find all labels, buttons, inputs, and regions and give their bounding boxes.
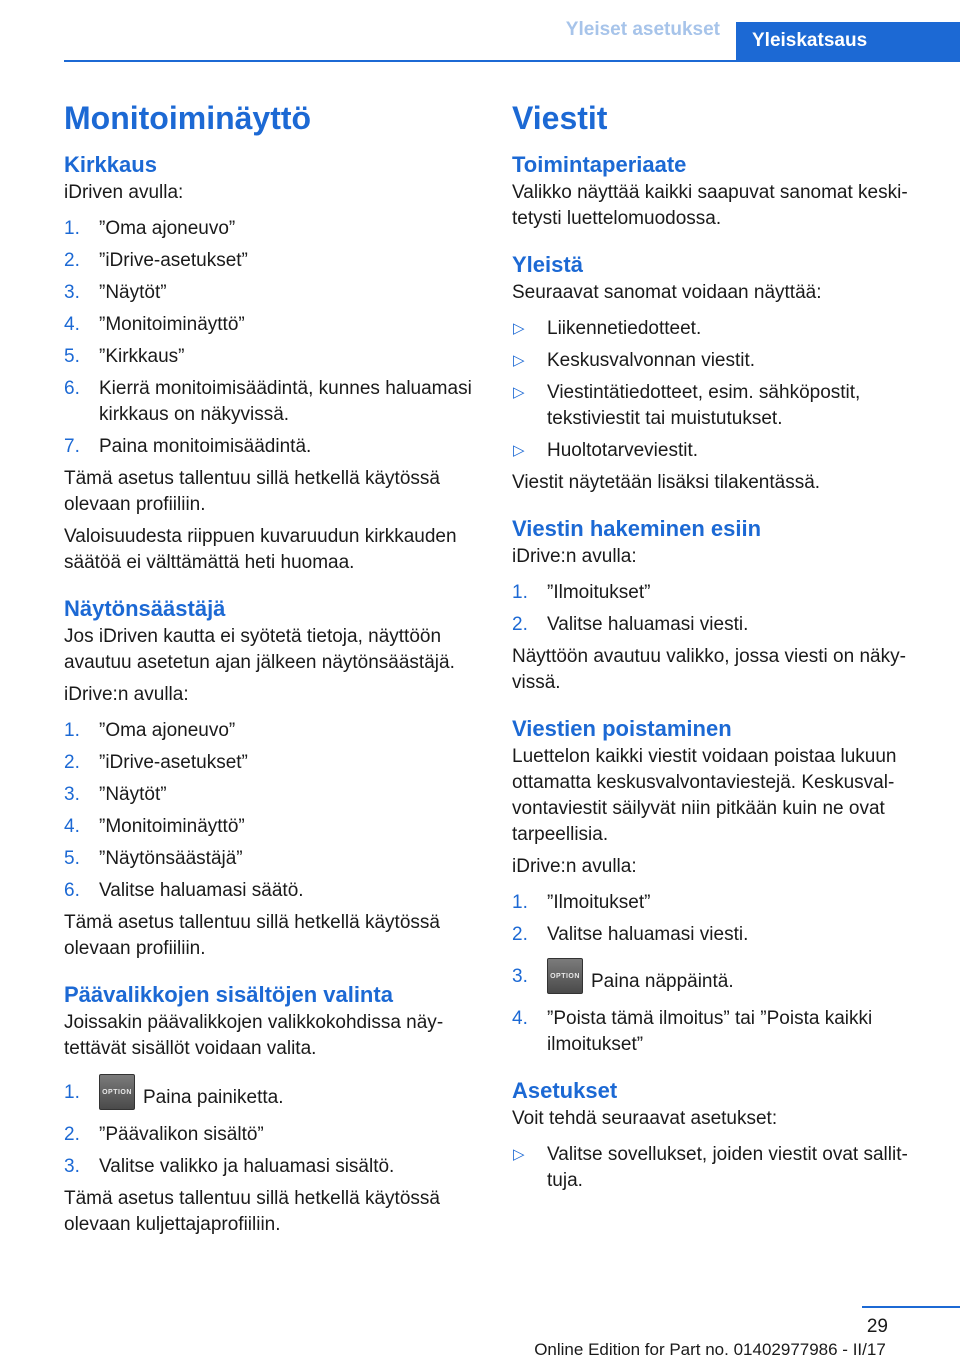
page-number: 29	[866, 1316, 888, 1337]
list-item: 3. OPTION Paina näppäintä.	[512, 964, 932, 1000]
kirkkaus-note-profile: Tämä asetus tallentuu sillä hetkellä käytössä olevaan profiiliin.	[64, 468, 440, 515]
general-note: Viestit näytetään lisäksi tilakentässä.	[512, 472, 821, 493]
list-item: 4. ”Poista tämä ilmoitus” tai ”Poista kaikki ilmoitukset”	[512, 1008, 873, 1055]
list-item: ▷ Viestintätiedotteet, esim. sähköpostit, tekstiviestit tai muistutukset.	[513, 382, 861, 429]
menu-steps	[64, 1080, 484, 1180]
list-item: ▷ Valitse sovellukset, joiden viestit ovat sallittuja.	[513, 1144, 908, 1191]
list-item: 1. ”Oma ajoneuvo”	[64, 720, 236, 741]
header-chapter-tab: Yleiskatsaus	[736, 22, 960, 60]
list-item: 1. OPTION Paina painiketta.	[64, 1080, 484, 1116]
principle-text: Valikko näyttää kaikki saapuvat sanomat keskitetysti luettelomuodossa.	[512, 182, 908, 229]
list-item: 1. ”Ilmoitukset”	[512, 892, 651, 913]
list-item: 3. ”Näytöt”	[64, 784, 167, 805]
footer-rule	[862, 1306, 960, 1308]
heading-viestien-poistaminen: Viestien poistaminen	[512, 716, 732, 741]
page-title-monitoiminaytto: Monitoiminäyttö	[64, 100, 312, 136]
list-item: 6. Valitse haluamasi säätö.	[64, 880, 304, 901]
list-item: 3. ”Näytöt”	[64, 282, 167, 303]
list-item: ▷ Huoltotarveviestit.	[513, 440, 699, 461]
list-item: 3. Valitse valikko ja haluamasi sisältö.	[64, 1156, 395, 1177]
page-header	[0, 0, 960, 62]
list-item: ▷ Liikennetiedotteet.	[513, 318, 702, 339]
settings-intro: Voit tehdä seuraavat asetukset:	[512, 1108, 778, 1129]
heading-naytonsaastaja: Näytönsäästäjä	[64, 596, 226, 621]
delete-intro: iDrive:n avulla:	[512, 856, 637, 877]
delete-text: Luettelon kaikki viestit voidaan poistaa lukuun ottamatta keskusvalvontaviestejä. Keskusvalvontaviestit säilyvät niin pitkään kuin ne ovat tarpeellisia.	[512, 746, 897, 845]
general-intro: Seuraavat sanomat voidaan näyttää:	[512, 282, 822, 303]
option-button-icon: OPTION	[99, 1074, 135, 1110]
list-item: 2. ”iDrive-asetukset”	[64, 752, 248, 773]
heading-toimintaperiaate: Toimintaperiaate	[512, 152, 687, 177]
right-column	[512, 96, 932, 1200]
list-item: 6. Kierrä monitoimisäädintä, kunnes haluamasi kirkkaus on näkyvissä.	[64, 378, 472, 425]
list-item: 4. ”Monitoiminäyttö”	[64, 816, 245, 837]
settings-bullets	[512, 1142, 932, 1194]
menu-note: Tämä asetus tallentuu sillä hetkellä käytössä olevaan kuljettajaprofiiliin.	[64, 1188, 440, 1235]
edition-note: Online Edition for Part no. 01402977986 - II/17	[534, 1340, 886, 1359]
option-button-icon: OPTION	[547, 958, 583, 994]
left-column	[64, 96, 484, 1238]
general-bullets	[512, 316, 932, 464]
list-item: 4. ”Monitoiminäyttö”	[64, 314, 245, 335]
saver-intro: iDrive:n avulla:	[64, 684, 189, 705]
fetch-intro: iDrive:n avulla:	[512, 546, 637, 567]
list-item: ▷ Keskusvalvonnan viestit.	[513, 350, 756, 371]
saver-steps	[64, 718, 484, 904]
menu-text: Joissakin päävalikkojen valikkokohdissa näytettävät sisällöt voidaan valita.	[64, 1012, 444, 1059]
list-item: 2. ”iDrive-asetukset”	[64, 250, 248, 271]
saver-text: Jos iDriven kautta ei syötetä tietoja, näyttöön avautuu asetetun ajan jälkeen näytönsäästäjä.	[64, 626, 455, 673]
kirkkaus-steps	[64, 216, 484, 460]
fetch-note: Näyttöön avautuu valikko, jossa viesti on näkyvissä.	[512, 646, 906, 693]
delete-steps	[512, 890, 932, 1058]
list-item: 2. Valitse haluamasi viesti.	[512, 614, 749, 635]
kirkkaus-intro: iDriven avulla:	[64, 182, 184, 203]
heading-viestin-hakeminen: Viestin hakeminen esiin	[512, 516, 762, 541]
kirkkaus-note-brightness: Valoisuudesta riippuen kuvaruudun kirkkauden säätöä ei välttämättä heti huomaa.	[64, 526, 457, 573]
list-item: 1. ”Oma ajoneuvo”	[64, 218, 236, 239]
header-rule	[64, 60, 960, 62]
list-item: 7. Paina monitoimisäädintä.	[64, 436, 312, 457]
heading-yleista: Yleistä	[512, 252, 583, 277]
header-section-label: Yleiset asetukset	[565, 19, 720, 40]
fetch-steps	[512, 580, 932, 638]
heading-asetukset: Asetukset	[512, 1078, 618, 1103]
saver-note: Tämä asetus tallentuu sillä hetkellä käytössä olevaan profiiliin.	[64, 912, 440, 959]
page-title-viestit: Viestit	[512, 100, 608, 136]
list-item: 1. ”Ilmoitukset”	[512, 582, 651, 603]
list-item: 5. ”Kirkkaus”	[64, 346, 185, 367]
heading-paavalikot: Päävalikkojen sisältöjen valinta	[64, 982, 393, 1007]
heading-kirkkaus: Kirkkaus	[64, 152, 157, 177]
list-item: 5. ”Näytönsäästäjä”	[64, 848, 243, 869]
list-item: 2. Valitse haluamasi viesti.	[512, 924, 749, 945]
list-item: 2. ”Päävalikon sisältö”	[64, 1124, 264, 1145]
